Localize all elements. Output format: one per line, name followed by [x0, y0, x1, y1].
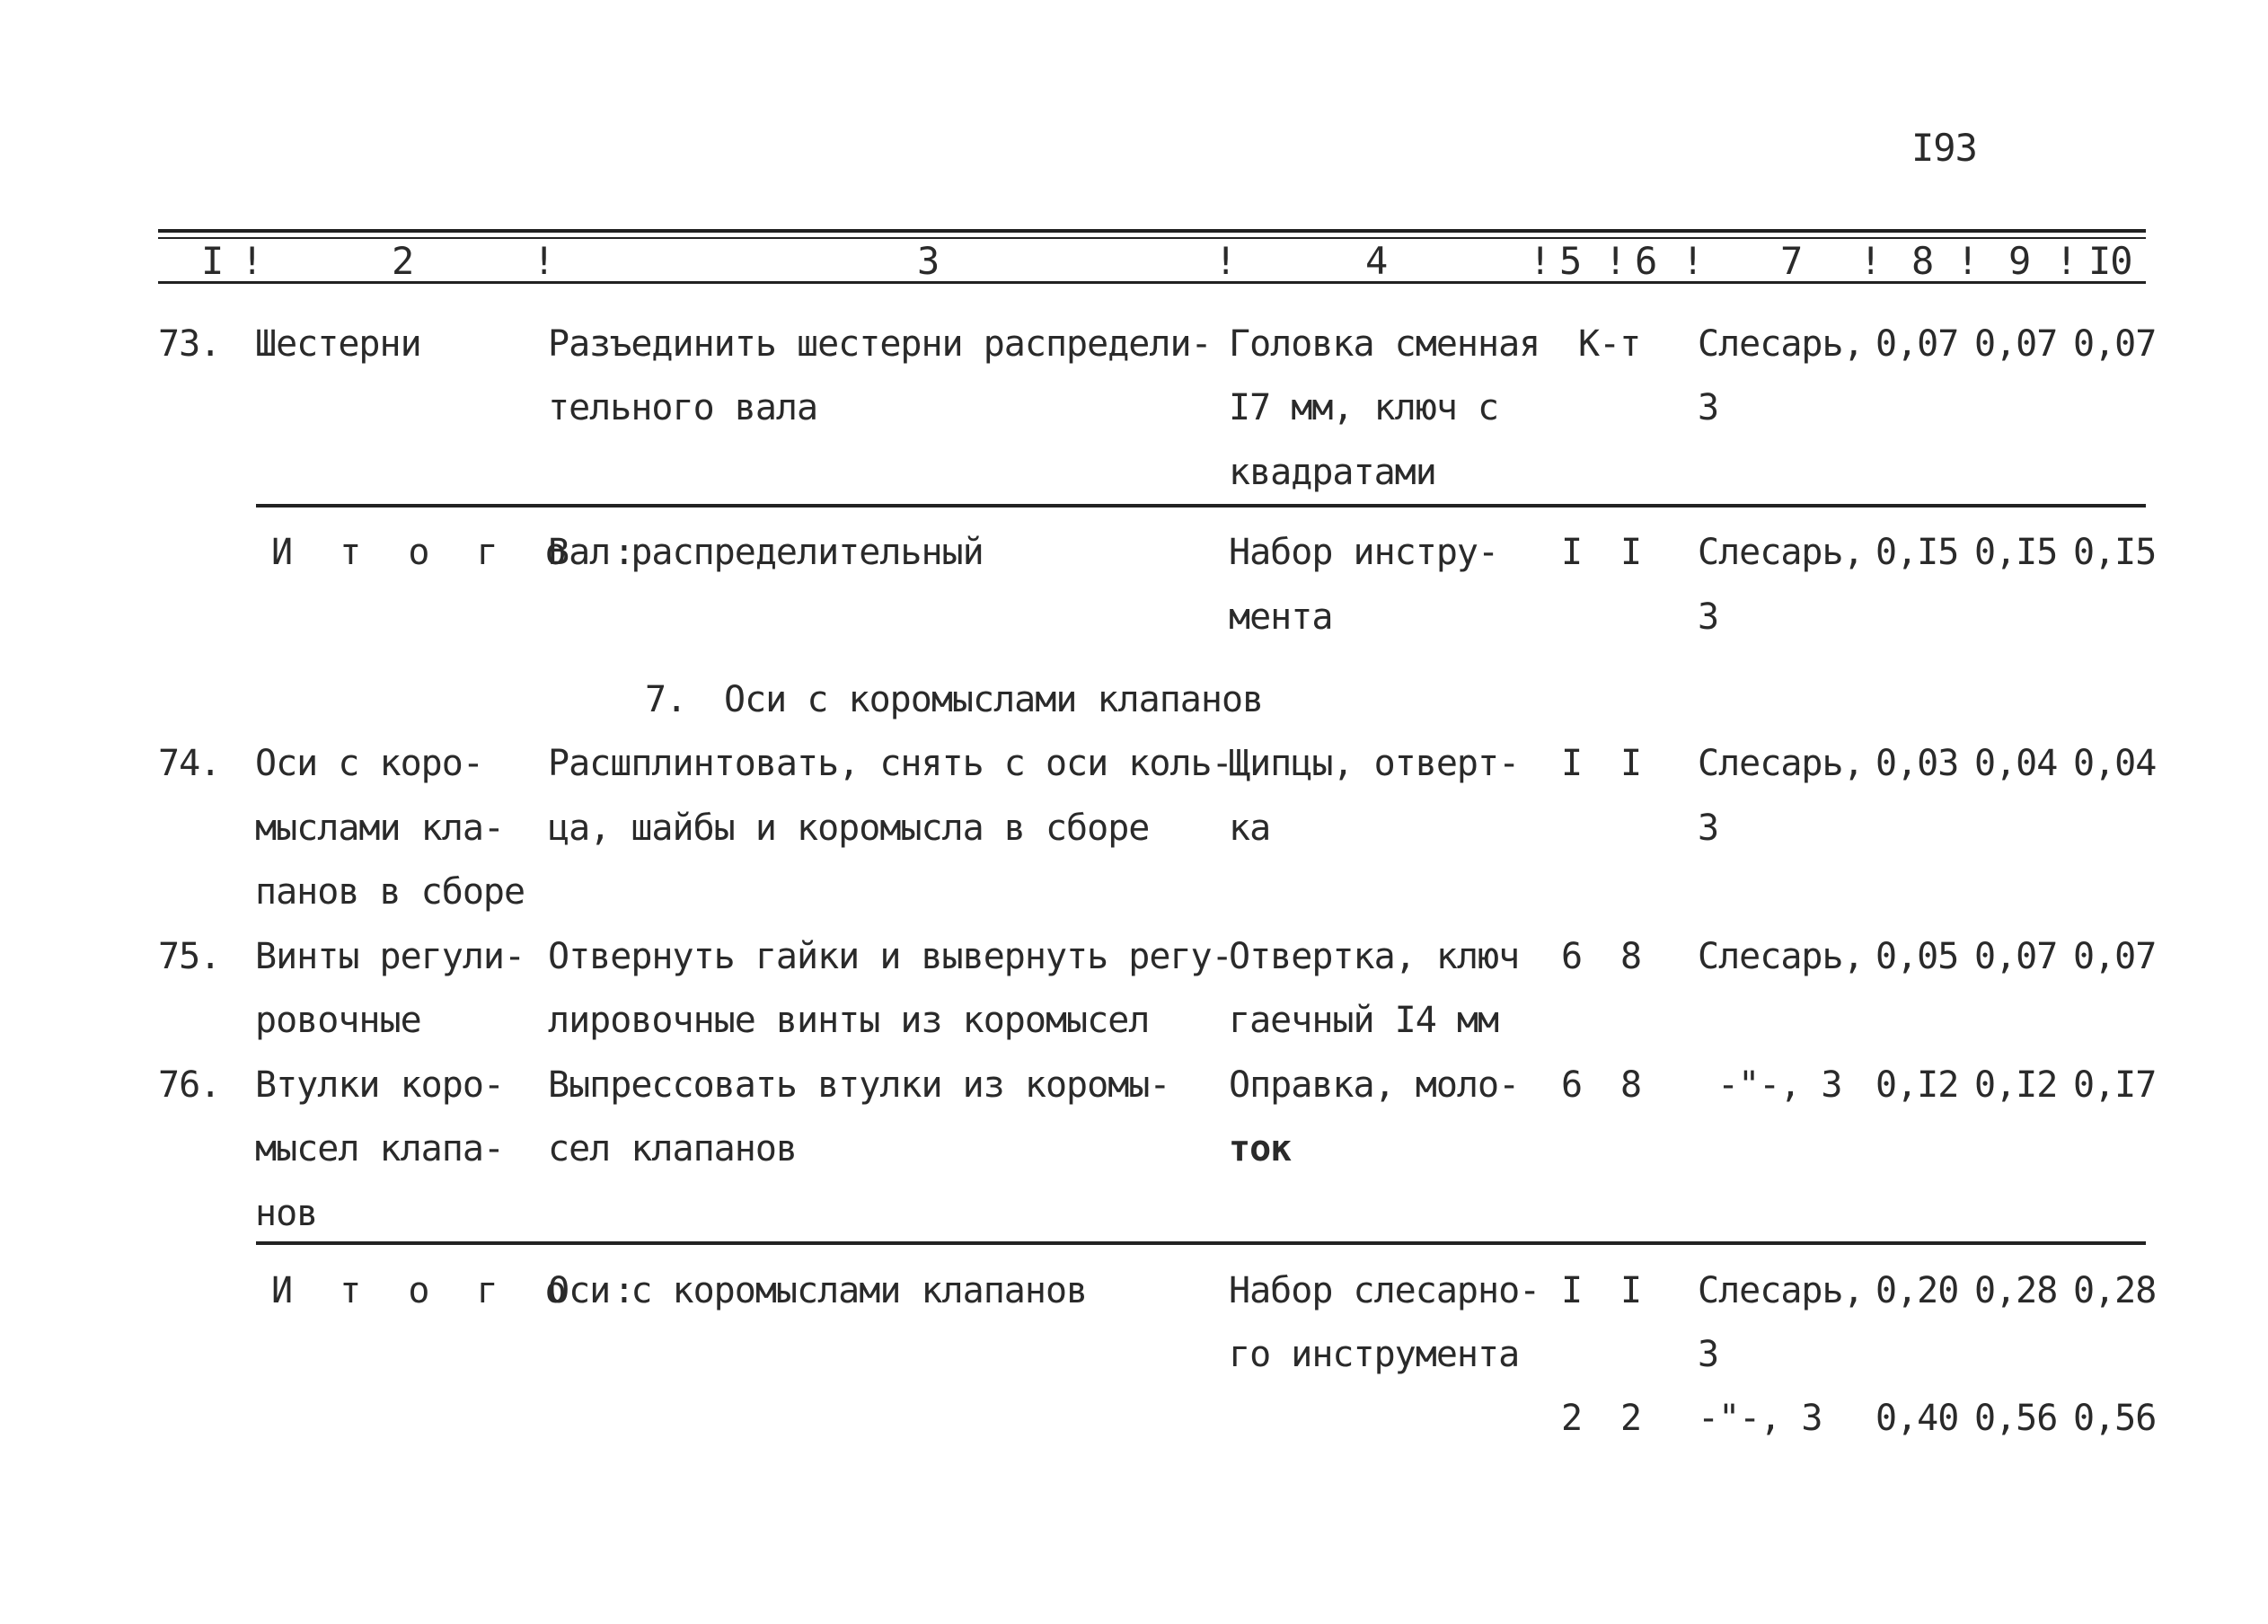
- value-col5: 6: [1561, 936, 1583, 977]
- col-separator: !: [1859, 239, 1882, 283]
- worker: -"-, 3: [1698, 1398, 1822, 1439]
- operation-line: тельного вала: [548, 387, 818, 428]
- col-separator: !: [1956, 239, 1979, 283]
- col-header-5: 5: [1559, 239, 1582, 283]
- value-col9: 0,56: [1974, 1398, 2058, 1439]
- header-bottom-rule: [158, 281, 2146, 284]
- value-col8: 0,40: [1875, 1398, 1959, 1439]
- col-separator: !: [533, 239, 555, 283]
- value-col6: 8: [1620, 936, 1642, 977]
- value-col5: I: [1561, 1270, 1583, 1311]
- tool-line: Щипцы, отверт-: [1229, 743, 1520, 784]
- col-header-6: 6: [1635, 239, 1657, 283]
- col-separator: !: [1681, 239, 1704, 283]
- col-header-1: I: [201, 239, 224, 283]
- value-col6: I: [1620, 532, 1642, 573]
- operation-line: Выпрессовать втулки из коромы-: [548, 1064, 1170, 1106]
- part-name: панов в сборе: [255, 871, 525, 913]
- tool-line: Оправка, моло-: [1229, 1064, 1520, 1106]
- tool-line: Головка сменная: [1229, 323, 1540, 365]
- value-col8: 0,03: [1875, 743, 1959, 784]
- col-header-3: 3: [917, 239, 940, 283]
- value-col9: 0,I5: [1974, 532, 2058, 573]
- section-title: Оси с коромыслами клапанов: [724, 679, 1264, 720]
- worker: Слесарь,: [1698, 743, 1864, 784]
- value-col9: 0,I2: [1974, 1064, 2058, 1106]
- value-col5: 6: [1561, 1064, 1583, 1106]
- tool-line: Набор инстру-: [1229, 532, 1499, 573]
- operation-line: сел клапанов: [548, 1128, 797, 1169]
- col-header-2: 2: [392, 239, 414, 283]
- tool-line: го инструмента: [1229, 1334, 1520, 1375]
- part-name: нов: [255, 1193, 318, 1234]
- value-col6: I: [1620, 1270, 1642, 1311]
- col-header-7: 7: [1780, 239, 1803, 283]
- value-col5: I: [1561, 743, 1583, 784]
- total-rule: [256, 1241, 2146, 1245]
- table-top-rule: [158, 229, 2146, 233]
- part-name: Шестерни: [255, 323, 421, 365]
- value-col6: 8: [1620, 1064, 1642, 1106]
- col-header-9: 9: [2008, 239, 2031, 283]
- value-col10: 0,I5: [2073, 532, 2157, 573]
- col-separator: !: [1529, 239, 1551, 283]
- total-rule: [256, 504, 2146, 508]
- worker-grade: 3: [1698, 387, 1719, 428]
- part-name: Оси с коро-: [255, 743, 483, 784]
- total-label: И т о г о :: [271, 532, 648, 573]
- tool-line: гаечный I4 мм: [1229, 1000, 1499, 1041]
- value-col8: 0,07: [1875, 323, 1959, 365]
- row-number: 75.: [158, 936, 221, 977]
- tool-line: ток: [1229, 1128, 1292, 1169]
- tool-line: Набор слесарно-: [1229, 1270, 1540, 1311]
- col-separator: !: [241, 239, 263, 283]
- worker: Слесарь,: [1698, 532, 1864, 573]
- operation-line: лировочные винты из коромысел: [548, 1000, 1150, 1041]
- col-separator: !: [1214, 239, 1237, 283]
- worker: Слесарь,: [1698, 936, 1864, 977]
- worker: -"-, 3: [1717, 1064, 1842, 1106]
- value-col8: 0,05: [1875, 936, 1959, 977]
- value-col6: 2: [1620, 1398, 1642, 1439]
- worker: Слесарь,: [1698, 1270, 1864, 1311]
- tool-line: Отвертка, ключ: [1229, 936, 1520, 977]
- col-separator: !: [1604, 239, 1627, 283]
- worker-grade: 3: [1698, 808, 1719, 849]
- value-col5: 2: [1561, 1398, 1583, 1439]
- operation-line: Оси с коромыслами клапанов: [548, 1270, 1088, 1311]
- value-col10: 0,07: [2073, 936, 2157, 977]
- quantity: К-т: [1578, 323, 1641, 365]
- value-col8: 0,I5: [1875, 532, 1959, 573]
- part-name: мыслами кла-: [255, 808, 504, 849]
- tool-line: ка: [1229, 808, 1271, 849]
- operation-line: Вал распределительный: [548, 532, 984, 573]
- part-name: Винты регули-: [255, 936, 525, 977]
- value-col8: 0,I2: [1875, 1064, 1959, 1106]
- value-col10: 0,28: [2073, 1270, 2157, 1311]
- operation-line: ца, шайбы и коромысла в сборе: [548, 808, 1150, 849]
- value-col9: 0,07: [1974, 936, 2058, 977]
- value-col10: 0,04: [2073, 743, 2157, 784]
- value-col5: I: [1561, 532, 1583, 573]
- part-name: Втулки коро-: [255, 1064, 504, 1106]
- value-col8: 0,20: [1875, 1270, 1959, 1311]
- col-header-4: 4: [1365, 239, 1388, 283]
- worker-grade: 3: [1698, 596, 1719, 638]
- value-col9: 0,07: [1974, 323, 2058, 365]
- value-col10: 0,I7: [2073, 1064, 2157, 1106]
- value-col10: 0,07: [2073, 323, 2157, 365]
- row-number: 76.: [158, 1064, 221, 1106]
- value-col6: I: [1620, 743, 1642, 784]
- tool-line: квадратами: [1229, 452, 1436, 493]
- section-number: 7.: [645, 679, 687, 720]
- worker-grade: 3: [1698, 1334, 1719, 1375]
- value-col10: 0,56: [2073, 1398, 2157, 1439]
- table-top-rule-thin: [158, 237, 2146, 239]
- page-number: I93: [1911, 126, 1977, 170]
- row-number: 73.: [158, 323, 221, 365]
- col-header-10: I0: [2088, 239, 2132, 283]
- value-col9: 0,04: [1974, 743, 2058, 784]
- part-name: ровочные: [255, 1000, 421, 1041]
- col-header-8: 8: [1911, 239, 1934, 283]
- tool-line: мента: [1229, 596, 1333, 638]
- operation-line: Отвернуть гайки и вывернуть регу-: [548, 936, 1232, 977]
- value-col9: 0,28: [1974, 1270, 2058, 1311]
- tool-line: I7 мм, ключ с: [1229, 387, 1499, 428]
- operation-line: Разъединить шестерни распредели-: [548, 323, 1212, 365]
- row-number: 74.: [158, 743, 221, 784]
- part-name: мысел клапа-: [255, 1128, 504, 1169]
- worker: Слесарь,: [1698, 323, 1864, 365]
- col-separator: !: [2055, 239, 2078, 283]
- total-label: И т о г о :: [271, 1270, 648, 1311]
- operation-line: Расшплинтовать, снять с оси коль-: [548, 743, 1232, 784]
